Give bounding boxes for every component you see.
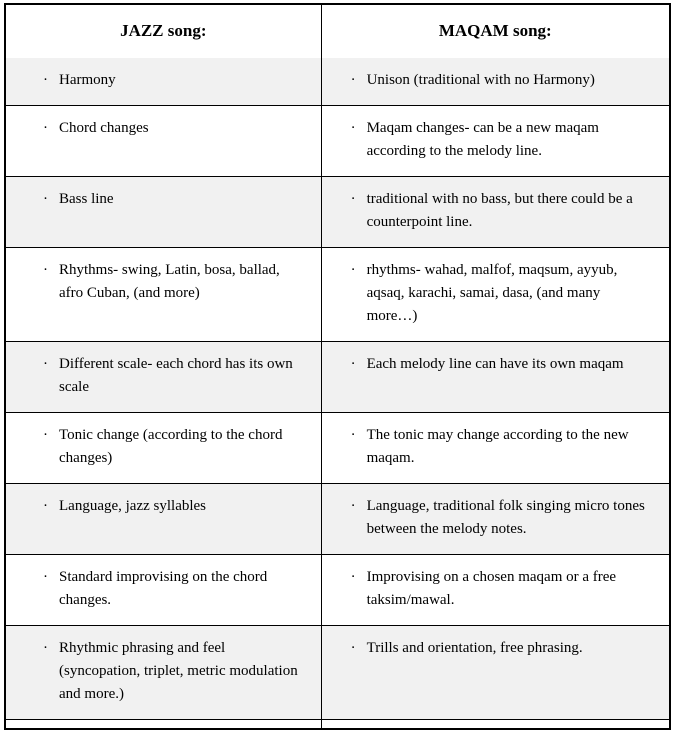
jazz-cell-text: Different scale- each chord has its own scale [59, 356, 293, 395]
bullet-icon: · [350, 498, 356, 514]
jazz-list-item [43, 495, 301, 518]
jazz-cell [6, 484, 322, 554]
table-row [6, 554, 669, 625]
jazz-list-item [43, 637, 301, 706]
jazz-cell-text: Rhythms- swing, Latin, bosa, ballad, afro Cuban, (and more) [59, 262, 280, 301]
maqam-cell-text: Unison (traditional with no Harmony) [366, 72, 595, 88]
maqam-partial-cell [322, 720, 669, 728]
jazz-list-item [43, 424, 301, 470]
bullet-icon: · [43, 640, 48, 656]
jazz-cell [6, 342, 322, 412]
maqam-cell-text: Language, traditional folk singing micro tones between the melody notes. [366, 498, 645, 537]
maqam-cell-text: The tonic may change according to the new maqam. [366, 427, 629, 466]
jazz-cell-text: Rhythmic phrasing and feel (syncopation, triplet, metric modulation and more.) [59, 640, 298, 702]
jazz-partial-cell [6, 720, 322, 728]
maqam-list-item [351, 117, 649, 163]
table-row [6, 625, 669, 719]
table-partial-row [6, 719, 669, 728]
maqam-cell-text: Maqam changes- can be a new maqam according to the melody line. [366, 120, 599, 159]
table-header-row [6, 5, 669, 58]
maqam-list-item [351, 637, 649, 660]
jazz-cell-text: Bass line [59, 191, 114, 207]
table-row [6, 58, 669, 105]
jazz-cell-text: Harmony [59, 72, 116, 88]
table-row [6, 176, 669, 247]
jazz-cell-text: Chord changes [59, 120, 149, 136]
maqam-list-item [351, 353, 649, 376]
bullet-icon: · [43, 498, 48, 514]
jazz-cell [6, 58, 322, 105]
bullet-icon: · [350, 120, 356, 136]
bullet-icon: · [350, 640, 356, 656]
jazz-cell [6, 177, 322, 247]
maqam-cell-text: Trills and orientation, free phrasing. [366, 640, 583, 656]
table-row [6, 341, 669, 412]
bullet-icon: · [350, 356, 356, 372]
maqam-cell-text: traditional with no bass, but there could be a counterpoint line. [366, 191, 633, 230]
bullet-icon: · [350, 569, 356, 585]
comparison-table [5, 4, 670, 729]
jazz-cell [6, 106, 322, 176]
maqam-cell [322, 626, 669, 719]
maqam-list-item [351, 495, 649, 541]
bullet-icon: · [350, 427, 356, 443]
maqam-cell [322, 555, 669, 625]
bullet-icon: · [43, 191, 48, 207]
maqam-cell-text: rhythms- wahad, malfof, maqsum, ayyub, aqsaq, karachi, samai, dasa, (and many more…) [366, 262, 618, 324]
jazz-cell [6, 413, 322, 483]
table-body [6, 58, 669, 719]
maqam-list-item [351, 566, 649, 612]
maqam-cell [322, 106, 669, 176]
jazz-list-item [43, 188, 301, 211]
table-row [6, 483, 669, 554]
bullet-icon: · [43, 72, 48, 88]
table-row [6, 412, 669, 483]
jazz-cell [6, 248, 322, 341]
bullet-icon: · [350, 191, 356, 207]
maqam-cell [322, 177, 669, 247]
maqam-cell-text: Improvising on a chosen maqam or a free taksim/mawal. [366, 569, 617, 608]
jazz-cell-text: Language, jazz syllables [59, 498, 207, 514]
maqam-cell [322, 248, 669, 341]
bullet-icon: · [43, 356, 48, 372]
bullet-icon: · [350, 72, 356, 88]
jazz-cell [6, 555, 322, 625]
bullet-icon: · [43, 569, 48, 585]
jazz-cell-text: Tonic change (according to the chord changes) [59, 427, 283, 466]
jazz-list-item [43, 566, 301, 612]
jazz-column-header: JAZZ song: [6, 5, 322, 58]
maqam-cell [322, 58, 669, 105]
bullet-icon: · [43, 120, 48, 136]
jazz-cell [6, 626, 322, 719]
table-row [6, 105, 669, 176]
jazz-list-item [43, 353, 301, 399]
table-row [6, 247, 669, 341]
maqam-cell [322, 484, 669, 554]
jazz-list-item [43, 69, 301, 92]
bullet-icon: · [43, 427, 48, 443]
maqam-list-item [351, 259, 649, 328]
maqam-cell-text: Each melody line can have its own maqam [366, 356, 624, 372]
bullet-icon: · [350, 262, 356, 278]
bullet-icon: · [43, 262, 48, 278]
jazz-cell-text: Standard improvising on the chord changes. [59, 569, 268, 608]
maqam-cell [322, 413, 669, 483]
jazz-list-item [43, 117, 301, 140]
maqam-column-header: MAQAM song: [438, 21, 552, 40]
maqam-cell [322, 342, 669, 412]
maqam-list-item [351, 424, 649, 470]
maqam-list-item [351, 188, 649, 234]
jazz-list-item [43, 259, 301, 305]
maqam-list-item [351, 69, 649, 92]
